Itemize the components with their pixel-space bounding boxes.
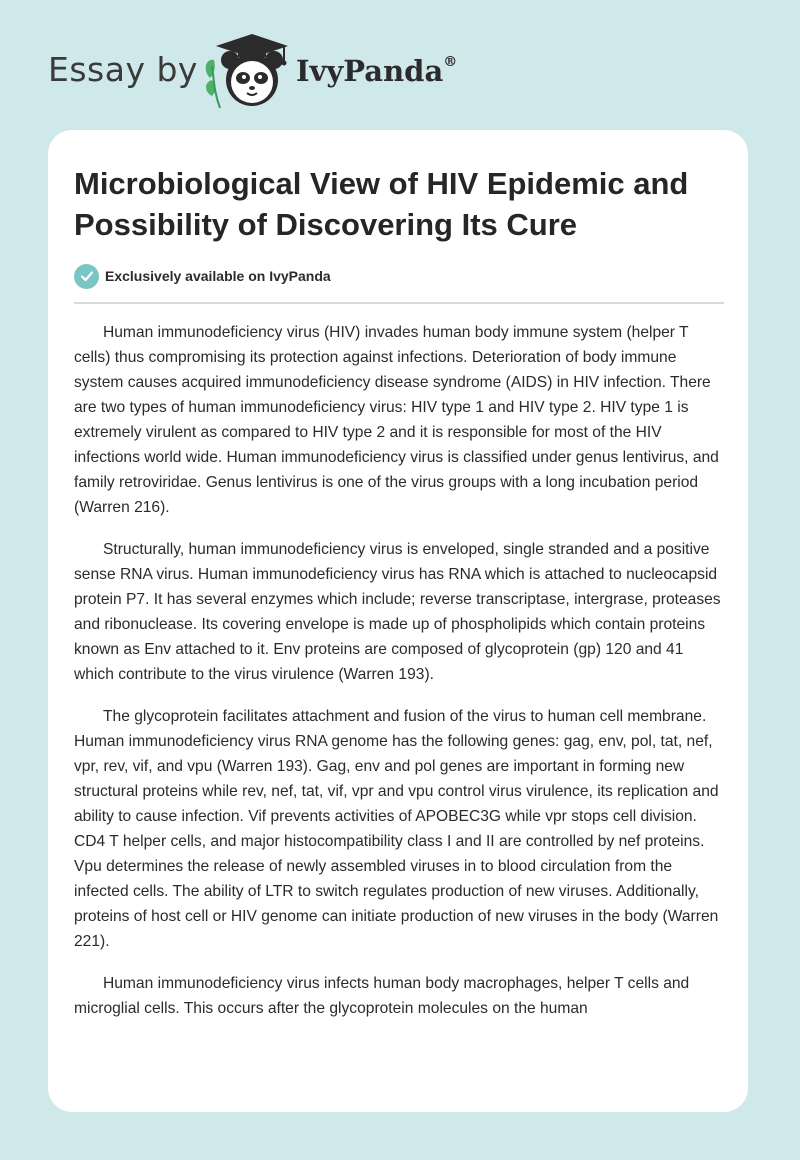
- panda-logo-icon[interactable]: [200, 30, 295, 110]
- paragraph: The glycoprotein facilitates attachment and fusion of the virus to human cell membrane. Human immunodeficiency virus RNA genome has the following genes: gag, env, pol, tat, nef, vpr, rev, vif, and vpu (Warren 193). Gag, env and pol genes are important in forming new structural proteins while rev, nef, tat, vif, vpr and vpu control virus virulence, its replication and ability to cause infection. Vif prevents activities of APOBEC3G while vpr stops cell division. CD4 T helper cells, and major histocompatibility class I and II are controlled by nef proteins. Vpu determines the release of newly assembled viruses in to blood circulation from the infected cells. The ability of LTR to switch regulates production of new viruses. Additionally, proteins of host cell or HIV genome can initiate production of new viruses in the body (Warren 221).: [74, 708, 719, 950]
- paragraph: Structurally, human immunodeficiency virus is enveloped, single stranded and a positive sense RNA virus. Human immunodeficiency virus has RNA which is attached to nucleocapsid protein P7. It has several enzymes which include; reverse transcriptase, intergrase, proteases and ribonuclease. Its covering envelope is made up of phospholipids which contain proteins known as Env attached to it. Env proteins are composed of glycoprotein (gp) 120 and 41 which contribute to the virus virulence (Warren 193).: [74, 541, 721, 683]
- paragraph: Human immunodeficiency virus (HIV) invades human body immune system (helper T cells) thus compromising its protection against infections. Deterioration of body immune system causes acquired immunodeficiency disease syndrome (AIDS) in HIV infection. There are two types of human immunodeficiency virus: HIV type 1 and HIV type 2. HIV type 1 is extremely virulent as compared to HIV type 2 and it is responsible for most of the HIV infections world wide. Human immunodeficiency virus is classified under genus lentivirus, and family retroviridae. Genus lentivirus is one of the virus groups with a long incubation period (Warren 216).: [74, 324, 719, 516]
- registered-mark: ®: [443, 54, 458, 71]
- page-title: Microbiological View of HIV Epidemic and Possibility of Discovering Its Cure: [74, 166, 689, 242]
- essay-by-label: Essay by: [48, 50, 198, 89]
- exclusive-badge-label: Exclusively available on IvyPanda: [105, 268, 331, 284]
- site-header: [0, 0, 800, 120]
- article-card: [48, 130, 748, 1112]
- brand-name[interactable]: IvyPanda®: [296, 54, 458, 88]
- article-body: [74, 320, 726, 1038]
- exclusive-badge: [74, 263, 331, 289]
- paragraph: Human immunodeficiency virus infects human body macrophages, helper T cells and microglial cells. This occurs after the glycoprotein molecules on the human: [74, 975, 690, 1017]
- check-icon: [74, 264, 99, 289]
- divider: [74, 302, 724, 304]
